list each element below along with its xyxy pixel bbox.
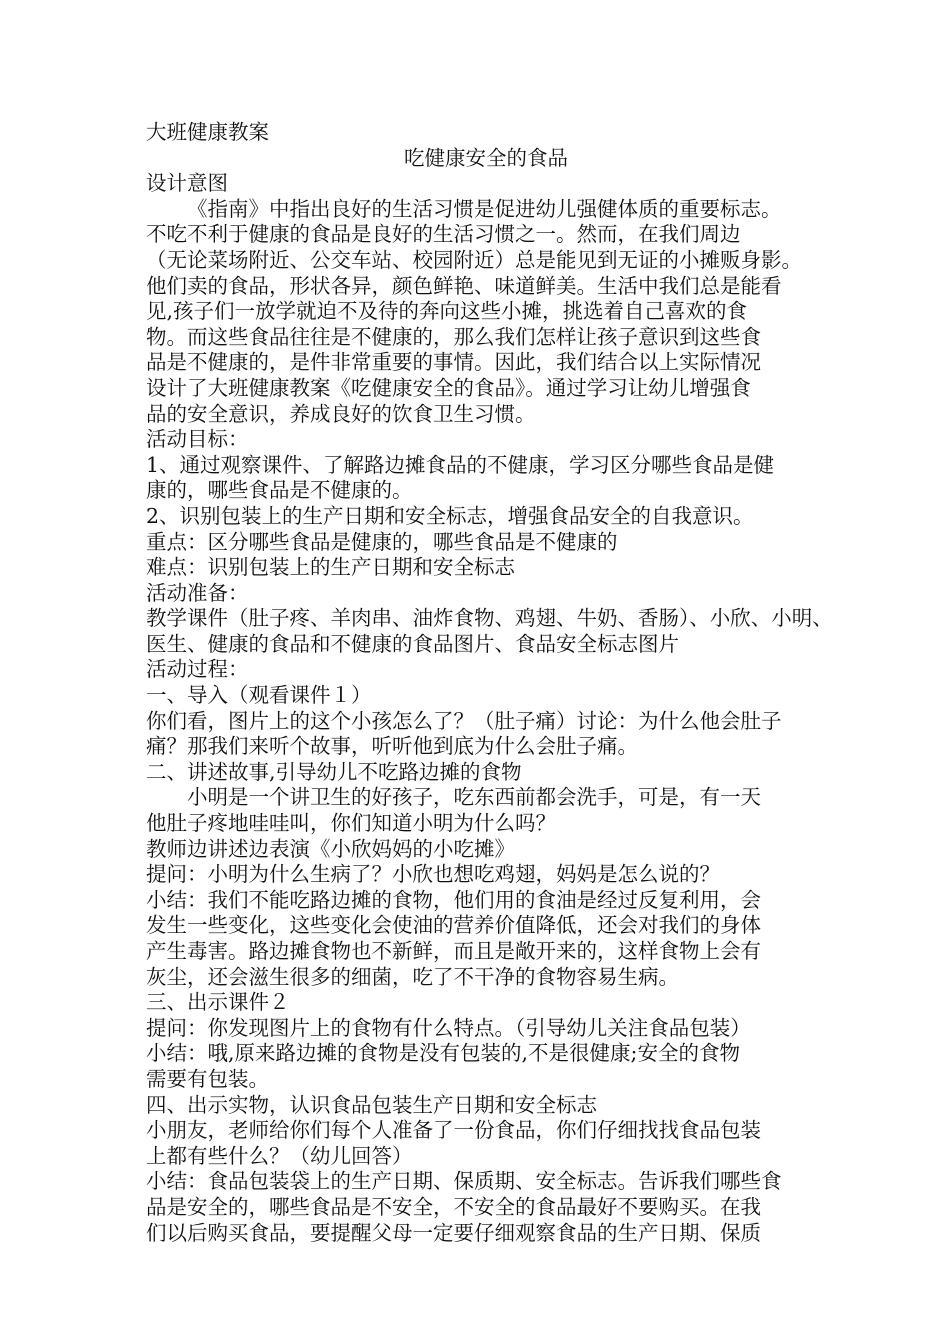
text-line: 三、出示课件２ xyxy=(146,990,290,1015)
text-line: 品是不健康的，是件非常重要的事情。因此，我们结合以上实际情况 xyxy=(146,350,761,375)
text-line: 上都有些什么？（幼儿回答） xyxy=(146,1143,413,1168)
text-line: 设计了大班健康教案《吃健康安全的食品》。通过学习让幼儿增强食 xyxy=(146,375,751,400)
text-line: 活动目标： xyxy=(146,427,249,452)
text-line: 痛？那我们来听个故事，听听他到底为什么会肚子痛。 xyxy=(146,734,638,759)
text-line: 小结：哦,原来路边摊的食物是没有包装的,不是很健康;安全的食物 xyxy=(146,1041,740,1066)
text-line: 2、识别包装上的生产日期和安全标志，增强食品安全的自我意识。 xyxy=(146,503,754,528)
text-line: 产生毒害。路边摊食物也不新鲜，而且是敞开来的，这样食物上会有 xyxy=(146,939,761,963)
text-line: 物。而这些食品往往是不健康的，那么我们怎样让孩子意识到这些食 xyxy=(146,324,761,349)
text-line: 需要有包装。 xyxy=(146,1066,269,1091)
text-line: 教学课件（肚子疼、羊肉串、油炸食物、鸡翅、牛奶、香肠）、小欣、小明、 xyxy=(146,606,833,631)
text-line: 不吃不利于健康的食品是良好的生活习惯之一。然而，在我们周边 xyxy=(146,222,741,247)
text-line: 小明是一个讲卫生的好孩子，吃东西前都会洗手，可是，有一天 xyxy=(187,785,761,810)
text-line: 医生、健康的食品和不健康的食品图片、食品安全标志图片 xyxy=(146,631,679,656)
text-line: 品的安全意识，养成良好的饮食卫生习惯。 xyxy=(146,401,536,426)
text-line: 活动准备： xyxy=(146,580,249,605)
text-line: 一、导入（观看课件１） xyxy=(146,683,372,708)
text-line: 你们看，图片上的这个小孩怎么了？（肚子痛）讨论：为什么他会肚子 xyxy=(146,708,782,733)
text-line: 发生一些变化，这些变化会使油的营养价值降低，还会对我们的身体 xyxy=(146,913,761,938)
paragraph-lines xyxy=(146,171,833,1246)
text-line: 康的，哪些食品是不健康的。 xyxy=(146,478,413,503)
text-line: 重点：区分哪些食品是健康的，哪些食品是不健康的 xyxy=(146,529,618,554)
text-line: 教师边讲述边表演《小欣妈妈的小吃摊》 xyxy=(146,836,515,861)
text-line: 他肚子疼地哇哇叫，你们知道小明为什么吗？ xyxy=(146,811,556,836)
text-line: 他们卖的食品，形状各异，颜色鲜艳、味道鲜美。生活中我们总是能看 xyxy=(146,273,782,298)
text-line: 见,孩子们一放学就迫不及待的奔向这些小摊，挑选着自己喜欢的食 xyxy=(146,299,748,324)
doc-title: 吃健康安全的食品 xyxy=(404,145,568,170)
text-line: 小朋友，老师给你们每个人准备了一份食品，你们仔细找找食品包装 xyxy=(146,1118,761,1143)
document-body xyxy=(146,120,833,1246)
text-line: 提问：你发现图片上的食物有什么特点。（引导幼儿关注食品包装） xyxy=(146,1015,751,1040)
doc-header: 大班健康教案 xyxy=(146,120,269,144)
text-line: 活动过程： xyxy=(146,657,249,682)
text-line: 难点：识别包装上的生产日期和安全标志 xyxy=(146,555,515,580)
text-line: 设计意图 xyxy=(146,171,228,196)
text-line: 提问：小明为什么生病了？小欣也想吃鸡翅，妈妈是怎么说的？ xyxy=(146,862,720,887)
text-line: 二、讲述故事,引导幼儿不吃路边摊的食物 xyxy=(146,759,522,784)
text-line: 们以后购买食品，要提醒父母一定要仔细观察食品的生产日期、保质 xyxy=(146,1220,761,1245)
text-line: 1、通过观察课件、了解路边摊食品的不健康，学习区分哪些食品是健 xyxy=(146,452,775,477)
text-line: 《指南》中指出良好的生活习惯是促进幼儿强健体质的重要标志。 xyxy=(187,196,782,221)
text-line: 品是安全的，哪些食品是不安全，不安全的食品最好不要购买。在我 xyxy=(146,1194,761,1219)
text-line: 四、出示实物，认识食品包装生产日期和安全标志 xyxy=(146,1092,597,1117)
text-line: 小结：食品包装袋上的生产日期、保质期、安全标志。告诉我们哪些食 xyxy=(146,1169,782,1194)
text-line: 灰尘，还会滋生很多的细菌，吃了不干净的食物容易生病。 xyxy=(146,964,679,989)
text-line: （无论菜场附近、公交车站、校园附近）总是能见到无证的小摊贩身影。 xyxy=(146,247,802,272)
text-line: 小结：我们不能吃路边摊的食物，他们用的食油是经过反复利用，会 xyxy=(146,887,761,912)
